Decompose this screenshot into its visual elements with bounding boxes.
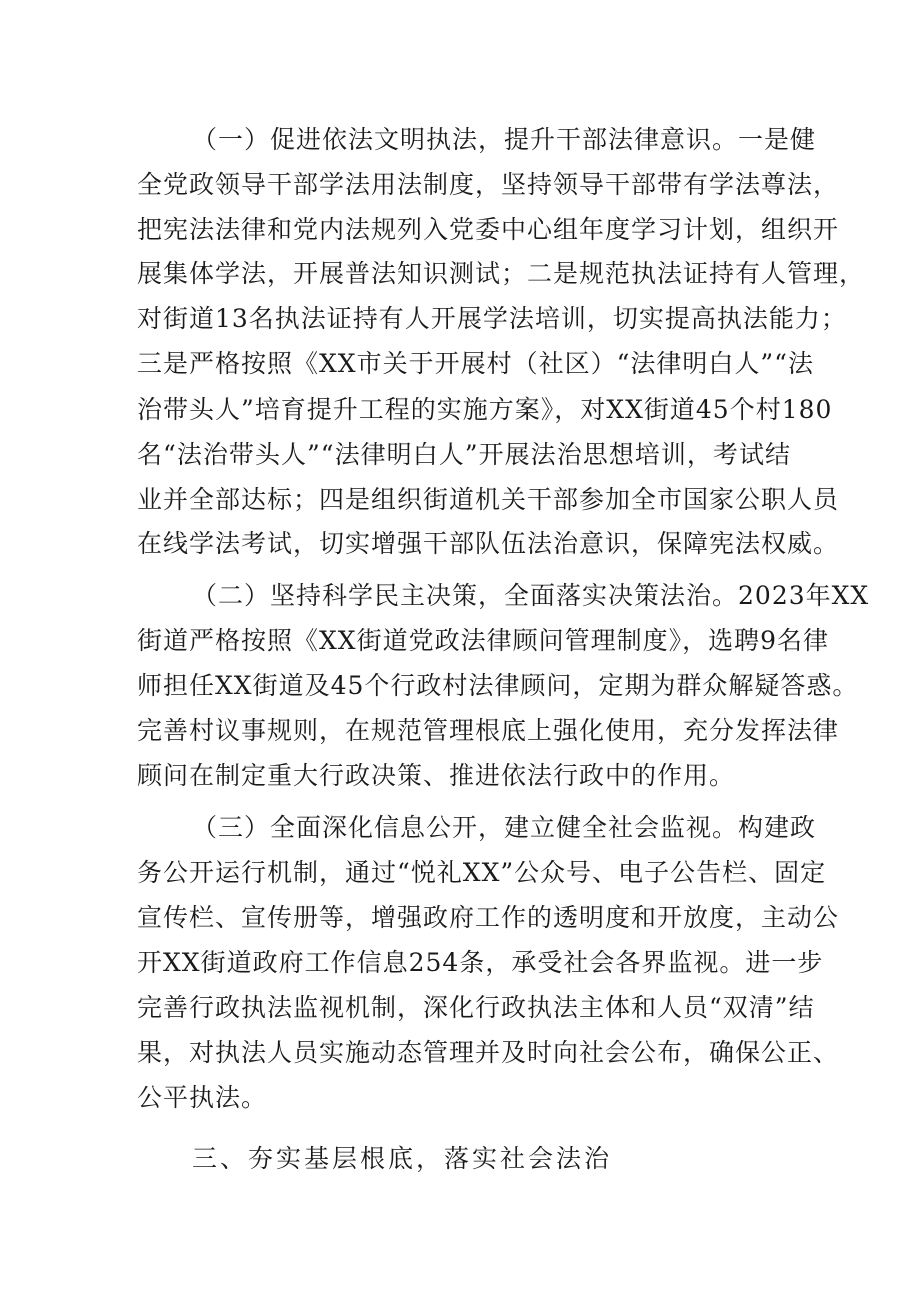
paragraph-1-line-8: 名“法治带头人”“法律明白人”开展法治思想培训，考试结 bbox=[137, 440, 791, 469]
paragraph-1-line-4: 展集体学法，开展普法知识测试；二是规范执法证持有人管理， bbox=[137, 259, 866, 288]
paragraph-3-line-5: 完善行政执法监视机制，深化行政执法主体和人员“双清”结 bbox=[137, 993, 815, 1022]
paragraph-2-line-2: 街道严格按照《XX街道党政法律顾问管理制度》，选聘9名律 bbox=[137, 626, 830, 655]
paragraph-2-line-5: 顾问在制定重大行政决策、推进依法行政中的作用。 bbox=[137, 761, 736, 790]
paragraph-1-line-7: 治带头人”培育提升工程的实施方案》，对XX街道45个村180 bbox=[137, 395, 833, 424]
paragraph-3-line-1: （三）全面深化信息公开，建立健全社会监视。构建政 bbox=[192, 813, 817, 842]
paragraph-1-line-3: 把宪法法律和党内法规列入党委中心组年度学习计划，组织开 bbox=[137, 215, 840, 244]
paragraph-3-line-7: 公平执法。 bbox=[137, 1083, 268, 1112]
paragraph-1-line-6: 三是严格按照《XX市关于开展村（社区）“法律明白人”“法 bbox=[137, 349, 814, 378]
paragraph-3-line-6: 果，对执法人员实施动态管理并及时向社会公布，确保公正、 bbox=[137, 1038, 840, 1067]
paragraph-2-line-4: 完善村议事规则，在规范管理根底上强化使用，充分发挥法律 bbox=[137, 716, 840, 745]
paragraph-1-line-1: （一）促进依法文明执法，提升干部法律意识。一是健 bbox=[192, 125, 817, 154]
paragraph-1-line-5: 对街道13名执法证持有人开展学法培训，切实提高执法能力； bbox=[137, 304, 847, 333]
paragraph-1-line-10: 在线学法考试，切实增强干部队伍法治意识，保障宪法权威。 bbox=[137, 529, 840, 558]
paragraph-1-line-9: 业并全部达标；四是组织街道机关干部参加全市国家公职人员 bbox=[137, 485, 840, 514]
paragraph-1-line-2: 全党政领导干部学法用法制度，坚持领导干部带有学法尊法， bbox=[137, 170, 840, 199]
paragraph-2-line-3: 师担任XX街道及45个行政村法律顾问，定期为群众解疑答惑。 bbox=[137, 671, 859, 700]
paragraph-2-line-1: （二）坚持科学民主决策，全面落实决策法治。2023年XX bbox=[192, 581, 870, 610]
paragraph-3-line-3: 宣传栏、宣传册等，增强政府工作的透明度和开放度，主动公 bbox=[137, 903, 840, 932]
section-heading: 三、夯实基层根底，落实社会法治 bbox=[192, 1144, 613, 1173]
paragraph-3-line-4: 开XX街道政府工作信息254条，承受社会各界监视。进一步 bbox=[137, 948, 824, 977]
paragraph-3-line-2: 务公开运行机制，通过“悦礼XX”公众号、电子公告栏、固定 bbox=[137, 858, 827, 887]
